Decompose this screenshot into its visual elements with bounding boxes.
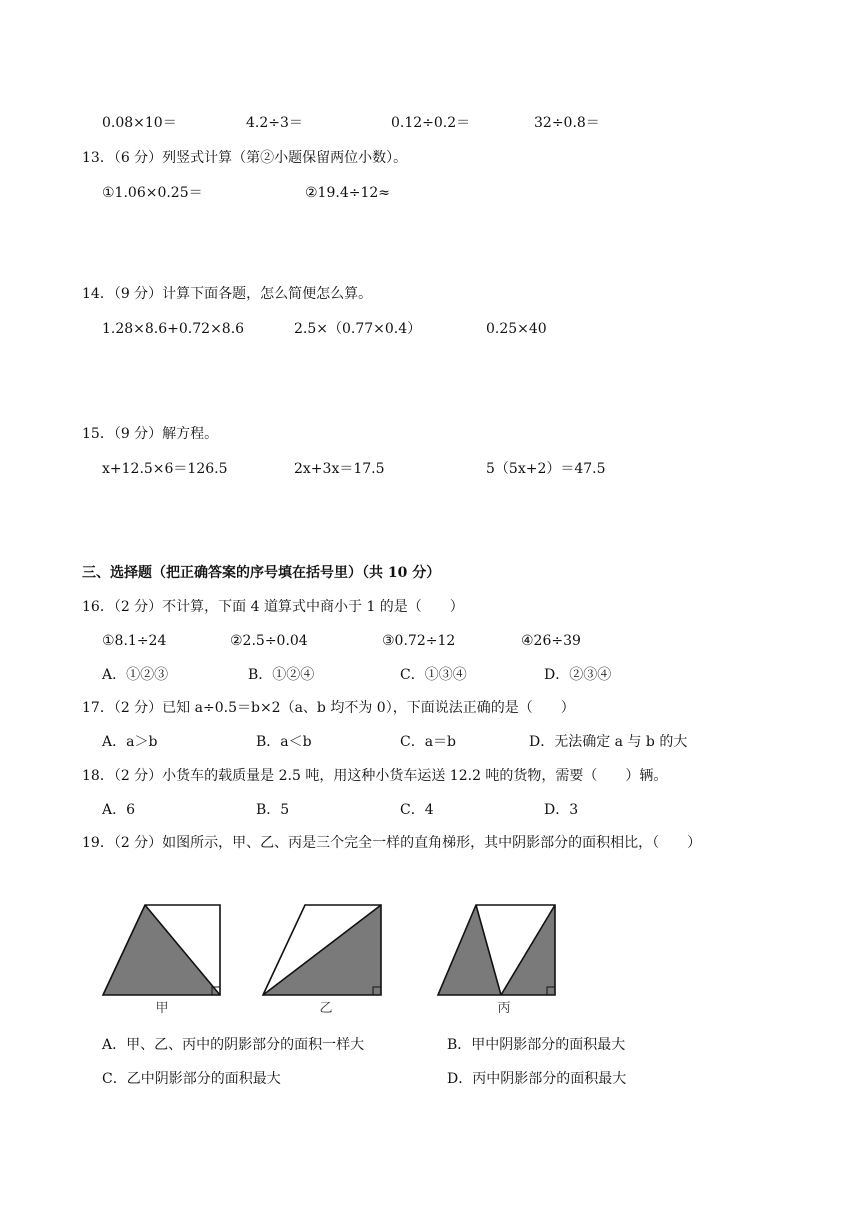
question-number: 16． — [82, 599, 114, 615]
question-19 — [82, 834, 701, 852]
calc-item: ①1.06×0.25＝ — [102, 185, 203, 201]
question-13 — [82, 149, 407, 167]
calc-item: 1.28×8.6+0.72×8.6 — [102, 321, 245, 337]
calc-item: ④26÷39 — [521, 633, 581, 649]
option-d: D．无法确定 a 与 b 的大 — [529, 734, 688, 750]
question-stem: （9 分）解方程。 — [113, 426, 219, 442]
option-b: B．甲中阴影部分的面积最大 — [447, 1037, 626, 1053]
question-stem: （2 分）不计算，下面 4 道算式中商小于 1 的是（ ） — [113, 599, 464, 615]
question-stem: （2 分）如图所示，甲、乙、丙是三个完全一样的直角梯形，其中阴影部分的面积相比，（ ） — [113, 835, 702, 851]
option-d: D．3 — [544, 802, 579, 818]
option-d: D．丙中阴影部分的面积最大 — [447, 1071, 627, 1087]
calc-item: ①8.1÷24 — [102, 633, 167, 649]
option-a: A．a＞b — [102, 734, 158, 750]
question-stem: （6 分）列竖式计算（第②小题保留两位小数）。 — [113, 150, 408, 166]
label-jia: 甲 — [155, 1001, 169, 1016]
calc-item: ②2.5÷0.04 — [230, 633, 308, 649]
question-14 — [82, 285, 372, 303]
label-yi: 乙 — [319, 1001, 333, 1016]
question-number: 19． — [82, 835, 114, 851]
option-b: B．①②④ — [248, 667, 315, 683]
question-number: 15． — [82, 426, 114, 442]
question-18 — [82, 767, 667, 785]
option-c: C．乙中阴影部分的面积最大 — [102, 1071, 281, 1087]
question-number: 17． — [82, 700, 114, 716]
option-d: D．②③④ — [544, 667, 612, 683]
calc-item: ②19.4÷12≈ — [305, 185, 390, 201]
option-c: C．a＝b — [400, 734, 457, 750]
question-stem: （2 分）已知 a÷0.5＝b×2（a、b 均不为 0），下面说法正确的是（ ） — [113, 700, 575, 716]
question-number: 18． — [82, 768, 114, 784]
calc-item: 0.12÷0.2＝ — [391, 115, 471, 131]
question-number: 14． — [82, 286, 114, 302]
option-c: C．①③④ — [400, 667, 467, 683]
calc-item: ③0.72÷12 — [382, 633, 456, 649]
trapezoid-yi — [263, 905, 381, 1016]
calc-item: 2.5×（0.77×0.4） — [294, 321, 422, 337]
calc-item: 0.25×40 — [486, 321, 547, 337]
question-15 — [82, 425, 218, 443]
equation-item: x+12.5×6＝126.5 — [102, 461, 228, 477]
calc-item: 32÷0.8＝ — [534, 115, 600, 131]
question-17 — [82, 699, 575, 717]
trapezoid-figure — [100, 900, 570, 1025]
option-c: C．4 — [400, 802, 434, 818]
option-b: B．5 — [256, 802, 290, 818]
option-a: A．①②③ — [102, 667, 169, 683]
trapezoid-bing — [438, 905, 555, 1016]
shaded-region — [103, 905, 220, 995]
option-a: A．6 — [102, 802, 136, 818]
question-stem: （9 分）计算下面各题，怎么简便怎么算。 — [113, 286, 373, 302]
label-bing: 丙 — [497, 1001, 511, 1016]
equation-item: 5（5x+2）＝47.5 — [486, 461, 606, 477]
question-stem: （2 分）小货车的载质量是 2.5 吨，用这种小货车运送 12.2 吨的货物，需要（ ）辆。 — [113, 768, 668, 784]
trapezoid-jia — [103, 905, 220, 1016]
question-16 — [82, 598, 464, 616]
option-a: A．甲、乙、丙中的阴影部分的面积一样大 — [102, 1037, 365, 1053]
question-number: 13． — [82, 150, 114, 166]
calc-item: 0.08×10＝ — [102, 115, 177, 131]
calc-item: 4.2÷3＝ — [246, 115, 303, 131]
option-b: B．a＜b — [256, 734, 312, 750]
section-title: 三、选择题（把正确答案的序号填在括号里）（共 10 分） — [82, 565, 441, 581]
equation-item: 2x+3x＝17.5 — [294, 461, 385, 477]
